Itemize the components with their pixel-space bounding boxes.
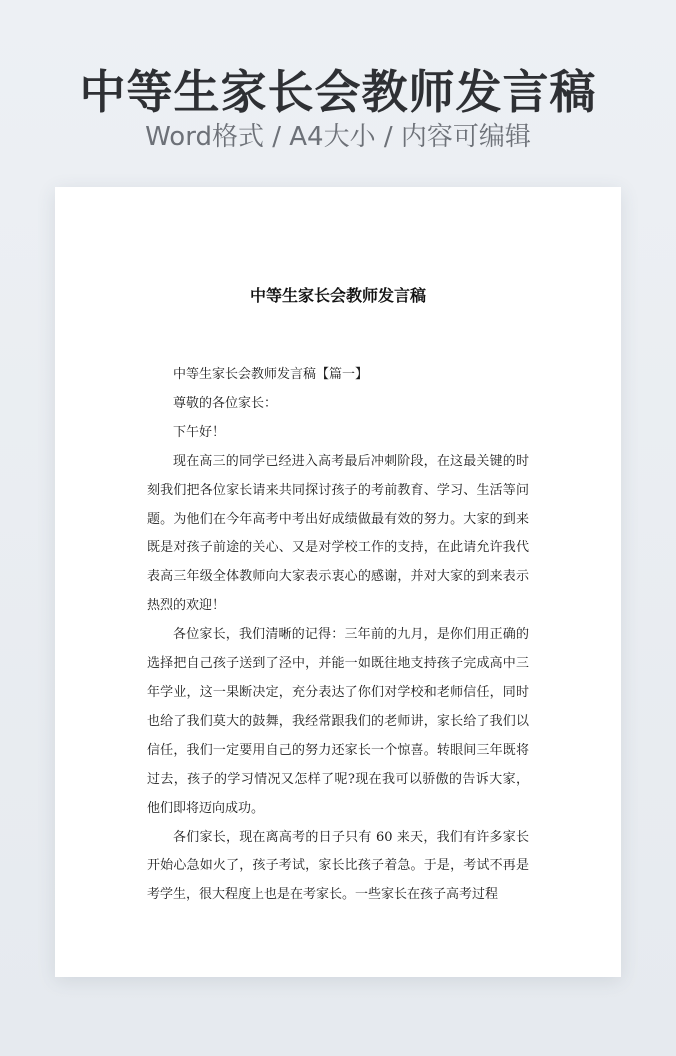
page-title: 中等生家长会教师发言稿	[79, 65, 597, 119]
document-title: 中等生家长会教师发言稿	[249, 286, 426, 305]
document-body	[147, 361, 529, 910]
body-paragraph: 各们家长，现在离高考的日子只有 60 来天，我们有许多家长开始心急如火了，孩子考试，家长比孩子着急。于是，考试不再是考学生，很大程度上也是在考家长。一些家长在孩子高考过程	[147, 829, 529, 903]
body-paragraph: 各位家长，我们清晰的记得：三年前的九月，是你们用正确的选择把自己孩子送到了泾中，并能一如既往地支持孩子完成高中三年学业，这一果断决定，充分表达了你们对学校和老师信任，同时也给了我们莫大的鼓舞，我经常跟我们的老师讲，家长给了我们以信任，我们一定要用自己的努力还家长一个惊喜。转眼间三年既将过去，孩子的学习情况又怎样了呢?现在我可以骄傲的告诉大家，他们即将迈向成功。	[147, 627, 529, 816]
document-page	[55, 187, 621, 977]
page-subtitle: Word格式 / A4大小 / 内容可编辑	[145, 122, 531, 152]
salutation: 尊敬的各位家长：	[173, 395, 278, 411]
greeting: 下午好！	[173, 424, 226, 440]
body-paragraph: 现在高三的同学已经进入高考最后冲刺阶段，在这最关键的时刻我们把各位家长请来共同探讨孩子的考前教育、学习、生活等问题。为他们在今年高考中考出好成绩做最有效的努力。大家的到来既是对孩子前途的关心、又是对学校工作的支持，在此请允许我代表高三年级全体教师向大家表示衷心的感谢，并对大家的到来表示热烈的欢迎！	[147, 453, 529, 614]
section-heading: 中等生家长会教师发言稿【篇一】	[173, 367, 369, 382]
